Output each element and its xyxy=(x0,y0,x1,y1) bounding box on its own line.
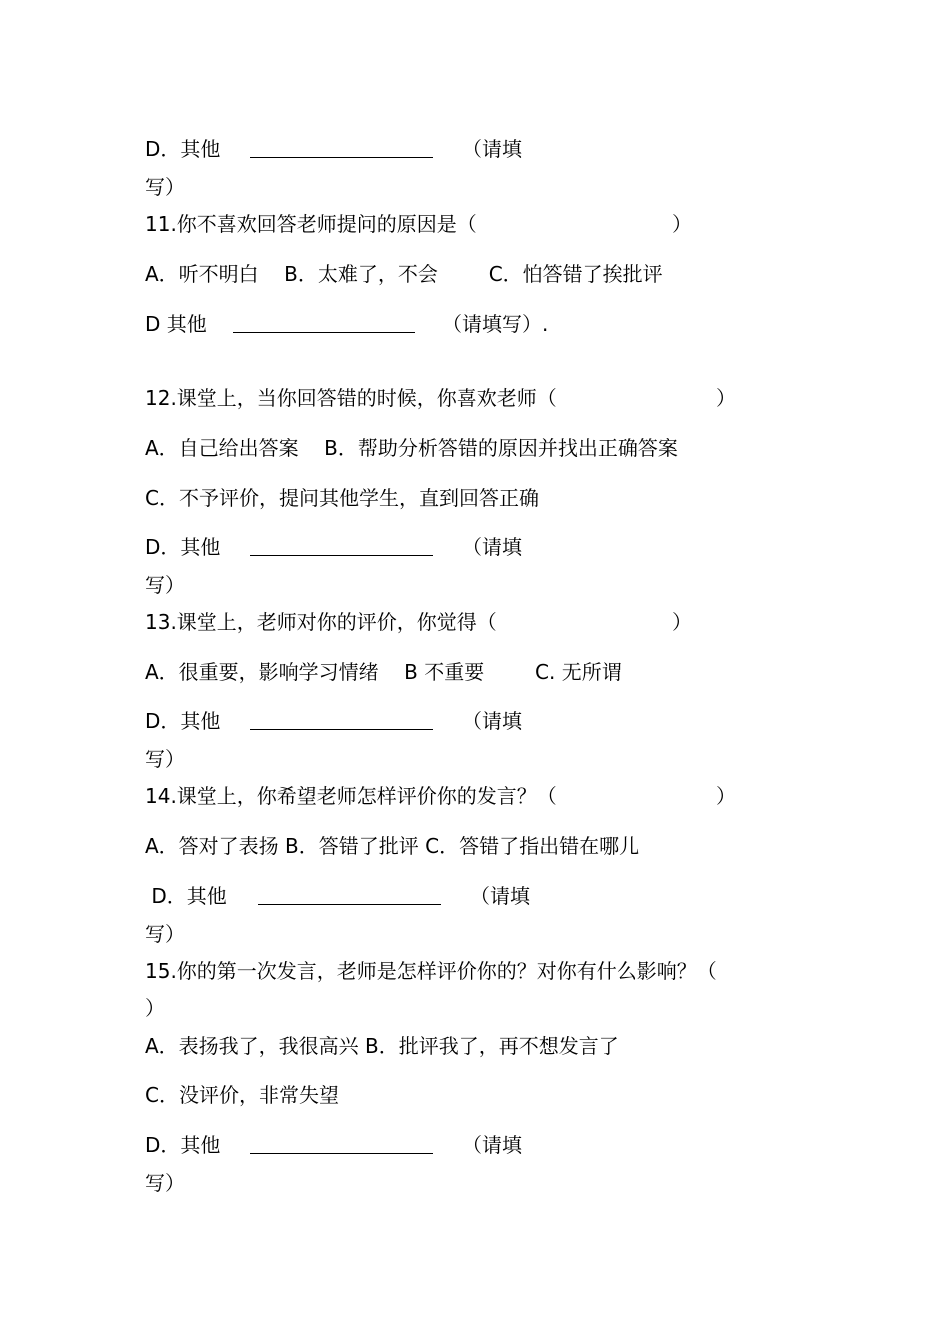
q15-options-line-1: A．表扬我了，我很高兴 B．批评我了，再不想发言了 xyxy=(145,1034,619,1058)
q12-answer-paren-close: ） xyxy=(716,386,736,410)
q15-option-d-note: （请填 xyxy=(462,1133,522,1157)
q10-fill-blank[interactable] xyxy=(250,157,433,158)
q13-options-line-1: A．很重要，影响学习情绪 B 不重要 C. 无所谓 xyxy=(145,660,622,684)
q11-fill-blank[interactable] xyxy=(233,332,415,333)
q13-title: 13.课堂上，老师对你的评价，你觉得（ xyxy=(145,610,497,634)
q15-options-line-2: C．没评价，非常失望 xyxy=(145,1083,339,1107)
q10-option-d-note: （请填 xyxy=(462,137,522,161)
q15-option-d-note-wrap: 写） xyxy=(145,1171,185,1195)
q14-answer-paren-close: ） xyxy=(716,784,736,808)
q11-options-line-1: A．听不明白 B．太难了，不会 C．怕答错了挨批评 xyxy=(145,262,663,286)
q14-option-d-label: D．其他 xyxy=(145,884,227,908)
q12-options-line-1: A．自己给出答案 B．帮助分析答错的原因并找出正确答案 xyxy=(145,436,678,460)
q10-option-d-note-wrap: 写） xyxy=(145,175,185,199)
q15-option-d-label: D．其他 xyxy=(145,1133,221,1157)
q11-option-d-label: D 其他 xyxy=(145,312,207,336)
q13-option-d-label: D．其他 xyxy=(145,709,221,733)
q13-option-d-note-wrap: 写） xyxy=(145,747,185,771)
q14-option-d-note: （请填 xyxy=(470,884,530,908)
q12-option-d-note-wrap: 写） xyxy=(145,573,185,597)
q15-title: 15.你的第一次发言，老师是怎样评价你的？对你有什么影响？（ xyxy=(145,959,717,983)
q11-option-d-note: （请填写）. xyxy=(442,312,549,336)
q14-option-d-note-wrap: 写） xyxy=(145,922,185,946)
q12-option-d-note: （请填 xyxy=(462,535,522,559)
q13-fill-blank[interactable] xyxy=(250,729,433,730)
q15-fill-blank[interactable] xyxy=(250,1153,433,1154)
q14-options-line-1: A．答对了表扬 B．答错了批评 C．答错了指出错在哪儿 xyxy=(145,834,640,858)
q12-options-line-2: C．不予评价，提问其他学生，直到回答正确 xyxy=(145,486,539,510)
q11-answer-paren-close: ） xyxy=(672,212,692,236)
q14-fill-blank[interactable] xyxy=(258,904,441,905)
q14-title: 14.课堂上，你希望老师怎样评价你的发言？（ xyxy=(145,784,557,808)
q13-answer-paren-close: ） xyxy=(672,610,692,634)
q13-option-d-note: （请填 xyxy=(462,709,522,733)
q12-fill-blank[interactable] xyxy=(250,555,433,556)
q12-title: 12.课堂上，当你回答错的时候，你喜欢老师（ xyxy=(145,386,557,410)
q10-option-d-label: D．其他 xyxy=(145,137,221,161)
q12-option-d-label: D．其他 xyxy=(145,535,221,559)
q11-title: 11.你不喜欢回答老师提问的原因是（ xyxy=(145,212,477,236)
q15-answer-paren-close: ） xyxy=(145,996,165,1020)
